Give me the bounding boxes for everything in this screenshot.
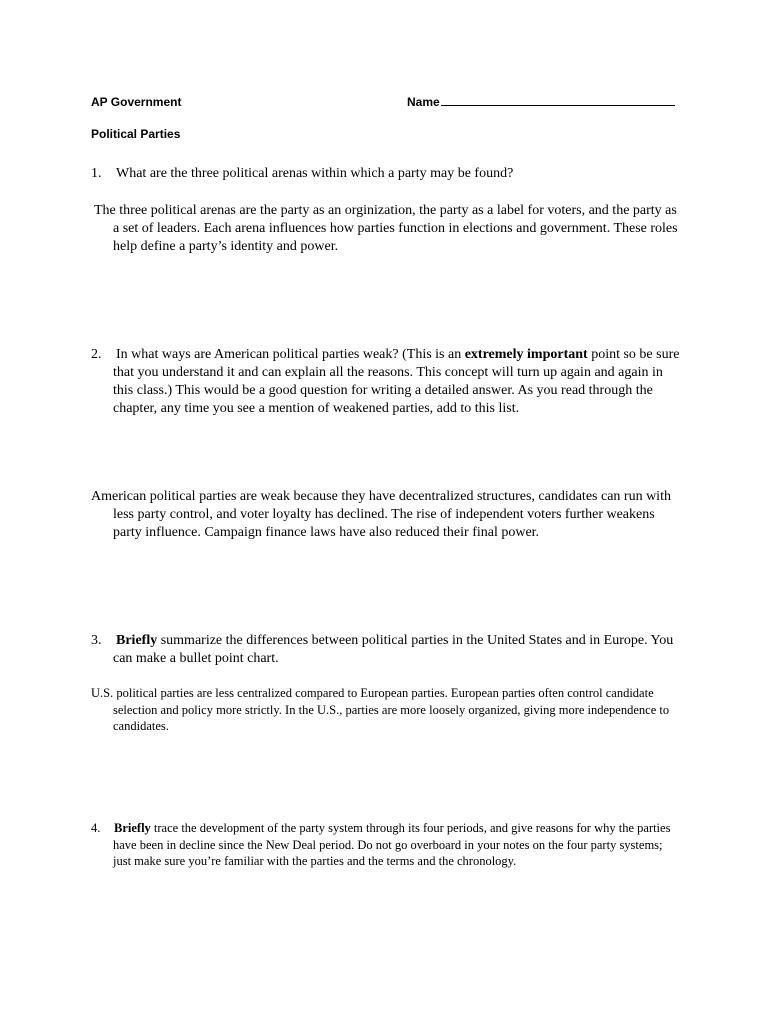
question-emphasis: Briefly xyxy=(116,633,158,648)
question-4 xyxy=(91,820,681,870)
name-field[interactable] xyxy=(407,95,675,109)
answer-2 xyxy=(91,488,681,542)
question-number: 3. xyxy=(91,633,102,648)
question-text-after: trace the development of the party system through its four periods, and give reasons for why the parties have been in decline since the New Deal period. Do not go overboard in your notes on the four party systems; just make sure you’re familiar with the parties and the terms and the chronology. xyxy=(113,821,671,868)
question-3 xyxy=(91,632,681,668)
question-text-before: In what ways are American political parties weak? (This is an xyxy=(116,347,465,362)
answer-text: The three political arenas are the party as an orginization, the party as a label for voters, and the party as a set of leaders. Each arena influences how parties function in elections and government. These roles help define a party’s identity and power. xyxy=(94,203,678,254)
answer-3 xyxy=(91,685,681,735)
question-number: 4. xyxy=(91,821,101,835)
name-underline xyxy=(441,95,675,106)
answer-1 xyxy=(94,202,680,256)
question-emphasis: Briefly xyxy=(114,821,151,835)
question-2 xyxy=(91,346,681,418)
question-1 xyxy=(91,165,681,183)
question-text xyxy=(91,820,681,870)
question-text xyxy=(91,632,681,668)
question-text-after: summarize the differences between political parties in the United States and in Europe. You can make a bullet point chart. xyxy=(113,633,674,666)
question-emphasis: extremely important xyxy=(464,347,588,362)
question-number: 1. xyxy=(91,166,102,181)
answer-text: U.S. political parties are less centralized compared to European parties. European parties often control candidate selection and policy more strictly. In the U.S., parties are more loosely organized, giving more independence to candidates. xyxy=(91,686,670,733)
name-label: Name xyxy=(407,95,440,109)
course-title: AP Government xyxy=(91,95,182,109)
answer-text: American political parties are weak because they have decentralized structures, candidates can run with less party control, and voter loyalty has declined. The rise of independent voters further weakens party influence. Campaign finance laws have also reduced their final power. xyxy=(91,489,671,540)
question-text-after: point so be sure that you understand it and can explain all the reasons. This concept will turn up again and again in this class.) This would be a good question for writing a detailed answer. As you read through the chapter, any time you see a mention of weakened parties, add to this list. xyxy=(113,347,680,416)
question-text xyxy=(91,346,681,418)
question-number: 2. xyxy=(91,347,102,362)
section-title: Political Parties xyxy=(91,127,181,141)
question-text: What are the three political arenas within which a party may be found? xyxy=(116,166,514,181)
